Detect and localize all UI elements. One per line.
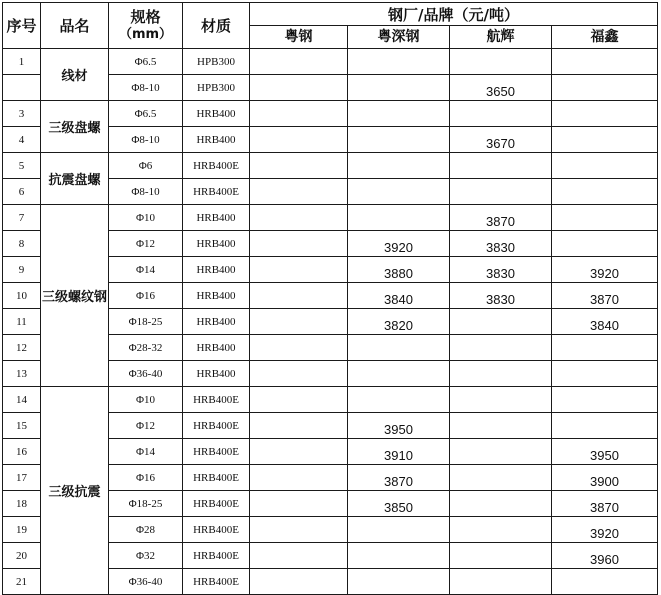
spec-cell: Φ28 — [109, 517, 183, 543]
price-cell — [250, 309, 348, 335]
seq-cell: 5 — [3, 153, 41, 179]
price-cell — [552, 179, 658, 205]
header-brand-fuxin: 福鑫 — [552, 26, 658, 49]
price-cell: 3840 — [348, 283, 450, 309]
price-cell — [348, 179, 450, 205]
price-cell: 3910 — [348, 439, 450, 465]
seq-cell: 1 — [3, 49, 41, 75]
price-cell: 3950 — [552, 439, 658, 465]
spec-cell: Φ32 — [109, 543, 183, 569]
seq-cell: 6 — [3, 179, 41, 205]
table-row — [3, 205, 658, 231]
spec-cell: Φ16 — [109, 283, 183, 309]
price-cell: 3870 — [348, 465, 450, 491]
header-material: 材质 — [183, 3, 250, 49]
spec-cell: Φ6.5 — [109, 101, 183, 127]
price-cell: 3960 — [552, 543, 658, 569]
price-cell — [450, 413, 552, 439]
material-cell: HRB400E — [183, 413, 250, 439]
spec-cell: Φ36-40 — [109, 569, 183, 595]
header-brand-yueshengang: 粤深钢 — [348, 26, 450, 49]
header-spec — [109, 3, 183, 49]
material-cell: HRB400 — [183, 361, 250, 387]
seq-cell: 19 — [3, 517, 41, 543]
material-cell: HRB400E — [183, 569, 250, 595]
table-row — [3, 101, 658, 127]
price-cell: 3880 — [348, 257, 450, 283]
seq-cell: 12 — [3, 335, 41, 361]
price-cell — [450, 465, 552, 491]
price-cell — [250, 465, 348, 491]
price-cell: 3920 — [348, 231, 450, 257]
spec-cell: Φ18-25 — [109, 491, 183, 517]
material-cell: HRB400 — [183, 127, 250, 153]
price-cell — [348, 387, 450, 413]
price-cell — [552, 569, 658, 595]
seq-cell: 4 — [3, 127, 41, 153]
table-row — [3, 49, 658, 75]
price-cell — [250, 205, 348, 231]
price-cell — [450, 491, 552, 517]
price-cell — [348, 517, 450, 543]
price-cell — [250, 231, 348, 257]
product-group-cell: 抗震盘螺 — [41, 153, 109, 205]
price-cell — [552, 387, 658, 413]
price-cell — [250, 101, 348, 127]
material-cell: HRB400 — [183, 283, 250, 309]
spec-cell: Φ8-10 — [109, 179, 183, 205]
seq-cell: 10 — [3, 283, 41, 309]
price-cell: 3850 — [348, 491, 450, 517]
seq-cell: 8 — [3, 231, 41, 257]
price-cell — [450, 439, 552, 465]
spec-cell: Φ8-10 — [109, 127, 183, 153]
price-cell — [250, 153, 348, 179]
price-cell: 3950 — [348, 413, 450, 439]
price-cell — [250, 283, 348, 309]
price-cell — [250, 569, 348, 595]
price-cell: 3820 — [348, 309, 450, 335]
price-cell — [348, 205, 450, 231]
seq-cell: 20 — [3, 543, 41, 569]
price-cell: 3870 — [450, 205, 552, 231]
material-cell: HRB400E — [183, 179, 250, 205]
price-cell — [250, 75, 348, 101]
material-cell: HRB400E — [183, 465, 250, 491]
spec-cell: Φ6 — [109, 153, 183, 179]
price-cell: 3900 — [552, 465, 658, 491]
price-cell — [348, 127, 450, 153]
price-cell: 3920 — [552, 517, 658, 543]
product-group-cell: 三级抗震 — [41, 387, 109, 595]
price-cell — [552, 205, 658, 231]
seq-cell: 14 — [3, 387, 41, 413]
seq-cell: 18 — [3, 491, 41, 517]
price-cell — [450, 543, 552, 569]
material-cell: HRB400E — [183, 491, 250, 517]
header-brand-yuegang: 粤钢 — [250, 26, 348, 49]
price-cell — [450, 361, 552, 387]
price-cell — [250, 49, 348, 75]
seq-cell: 15 — [3, 413, 41, 439]
price-cell: 3870 — [552, 283, 658, 309]
price-cell: 3830 — [450, 257, 552, 283]
seq-cell: 17 — [3, 465, 41, 491]
price-cell — [250, 361, 348, 387]
header-product: 品名 — [41, 3, 109, 49]
spec-cell: Φ8-10 — [109, 75, 183, 101]
price-cell — [552, 335, 658, 361]
spec-cell: Φ14 — [109, 257, 183, 283]
material-cell: HRB400E — [183, 153, 250, 179]
spec-cell: Φ10 — [109, 387, 183, 413]
price-cell — [552, 127, 658, 153]
spec-cell: Φ16 — [109, 465, 183, 491]
material-cell: HRB400E — [183, 387, 250, 413]
price-cell — [250, 257, 348, 283]
price-cell — [450, 387, 552, 413]
price-cell — [450, 335, 552, 361]
price-cell — [348, 543, 450, 569]
price-cell — [250, 127, 348, 153]
material-cell: HRB400E — [183, 543, 250, 569]
price-cell — [450, 179, 552, 205]
price-cell: 3920 — [552, 257, 658, 283]
price-cell — [552, 101, 658, 127]
material-cell: HRB400 — [183, 231, 250, 257]
seq-cell: 13 — [3, 361, 41, 387]
price-cell — [348, 361, 450, 387]
price-cell — [348, 153, 450, 179]
header-brand-group: 钢厂/品牌（元/吨） — [250, 3, 658, 26]
seq-cell: 16 — [3, 439, 41, 465]
price-cell — [348, 75, 450, 101]
product-group-cell: 三级盘螺 — [41, 101, 109, 153]
price-cell — [250, 439, 348, 465]
spec-cell: Φ36-40 — [109, 361, 183, 387]
spec-cell: Φ18-25 — [109, 309, 183, 335]
price-cell — [552, 361, 658, 387]
header-row-1 — [3, 3, 658, 26]
price-cell — [552, 413, 658, 439]
price-cell: 3650 — [450, 75, 552, 101]
table-body — [3, 3, 658, 595]
material-cell: HPB300 — [183, 75, 250, 101]
spec-cell: Φ12 — [109, 413, 183, 439]
price-cell — [348, 49, 450, 75]
material-cell: HRB400 — [183, 205, 250, 231]
price-cell — [450, 101, 552, 127]
spec-cell: Φ12 — [109, 231, 183, 257]
header-spec-line1: 规格 — [130, 7, 161, 26]
price-cell — [552, 75, 658, 101]
seq-cell: 21 — [3, 569, 41, 595]
price-cell — [348, 569, 450, 595]
price-cell — [552, 231, 658, 257]
header-spec-line2: （mm） — [118, 26, 173, 42]
material-cell: HRB400 — [183, 335, 250, 361]
table-row — [3, 387, 658, 413]
spec-cell: Φ10 — [109, 205, 183, 231]
product-group-cell: 三级螺纹钢 — [41, 205, 109, 387]
price-cell — [552, 49, 658, 75]
price-cell — [250, 413, 348, 439]
spec-cell: Φ28-32 — [109, 335, 183, 361]
price-cell: 3830 — [450, 231, 552, 257]
price-cell — [450, 569, 552, 595]
material-cell: HRB400 — [183, 101, 250, 127]
material-cell: HRB400 — [183, 257, 250, 283]
spec-cell: Φ14 — [109, 439, 183, 465]
seq-cell: 3 — [3, 101, 41, 127]
header-seq: 序号 — [3, 3, 41, 49]
price-cell — [450, 153, 552, 179]
price-cell — [250, 387, 348, 413]
price-cell — [250, 517, 348, 543]
price-cell — [450, 517, 552, 543]
product-group-cell: 线材 — [41, 49, 109, 101]
price-cell: 3670 — [450, 127, 552, 153]
spec-cell: Φ6.5 — [109, 49, 183, 75]
header-brand-hanghui: 航辉 — [450, 26, 552, 49]
seq-cell — [3, 75, 41, 101]
seq-cell: 7 — [3, 205, 41, 231]
price-cell — [450, 309, 552, 335]
table-row — [3, 153, 658, 179]
seq-cell: 11 — [3, 309, 41, 335]
price-cell — [348, 335, 450, 361]
steel-price-table — [2, 2, 658, 595]
price-cell — [250, 335, 348, 361]
price-cell: 3840 — [552, 309, 658, 335]
material-cell: HPB300 — [183, 49, 250, 75]
price-cell — [450, 49, 552, 75]
price-cell — [552, 153, 658, 179]
price-cell: 3870 — [552, 491, 658, 517]
material-cell: HRB400E — [183, 517, 250, 543]
price-cell — [348, 101, 450, 127]
material-cell: HRB400E — [183, 439, 250, 465]
price-cell — [250, 543, 348, 569]
seq-cell: 9 — [3, 257, 41, 283]
material-cell: HRB400 — [183, 309, 250, 335]
price-cell — [250, 491, 348, 517]
price-cell: 3830 — [450, 283, 552, 309]
price-cell — [250, 179, 348, 205]
